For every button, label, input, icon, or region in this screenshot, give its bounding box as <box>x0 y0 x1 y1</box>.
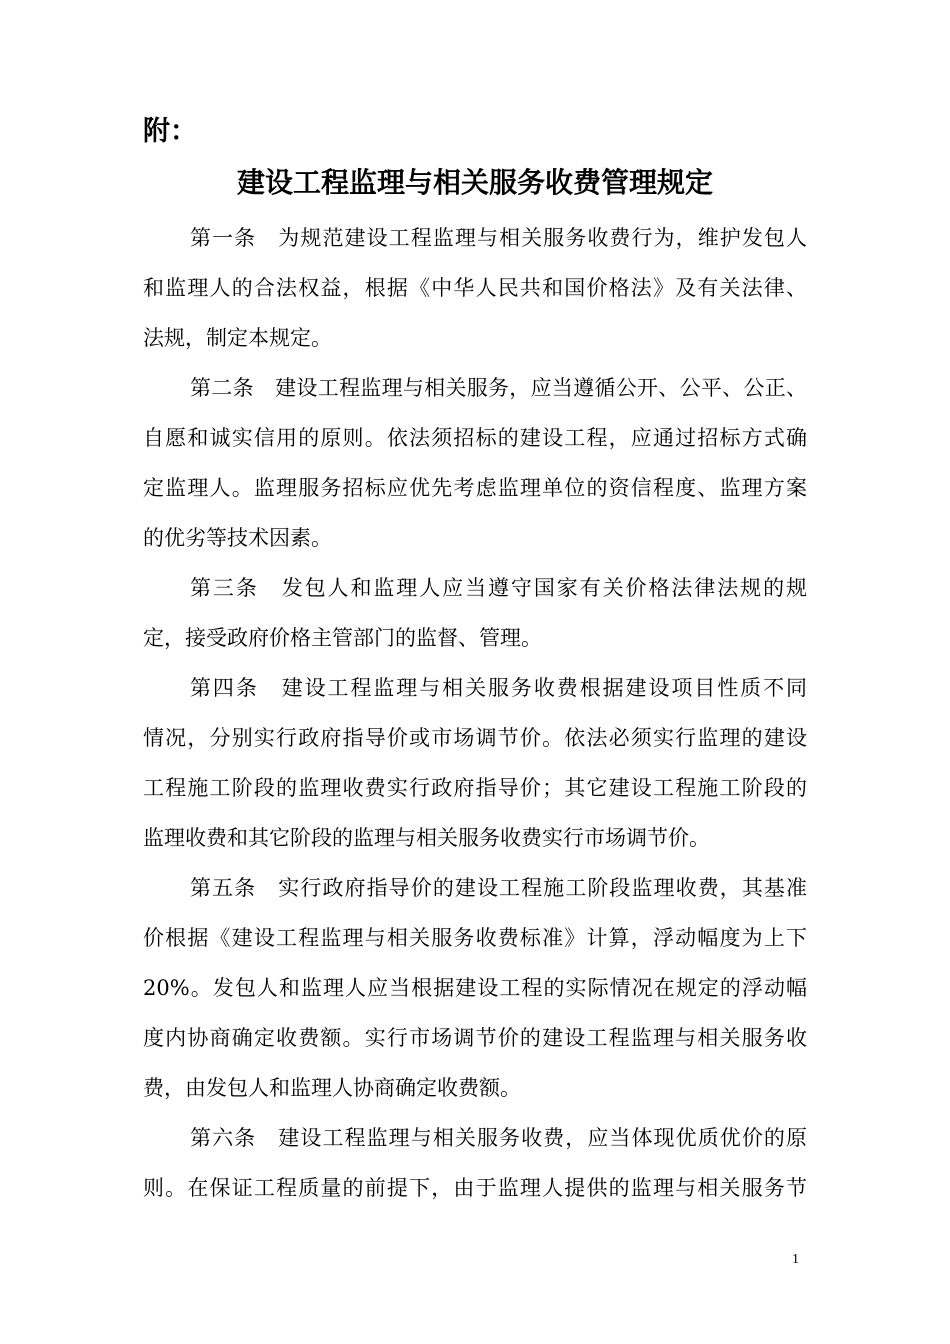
document-body <box>143 213 807 1213</box>
article-2-line: 自愿和诚实信用的原则。依法须招标的建设工程，应通过招标方式确 <box>143 426 807 450</box>
article-1-line: 法规，制定本规定。 <box>143 326 332 350</box>
attachment-label: 附： <box>143 116 197 147</box>
article-4-line: 第四条 建设工程监理与相关服务收费根据建设项目性质不同 <box>190 676 807 700</box>
article-1-line: 第一条 为规范建设工程监理与相关服务收费行为，维护发包人 <box>190 226 807 250</box>
article-1-line: 和监理人的合法权益，根据《中华人民共和国价格法》及有关法律、 <box>143 276 807 300</box>
article-6-line: 第六条 建设工程监理与相关服务收费，应当体现优质优价的原 <box>190 1126 807 1150</box>
article-6-line: 则。在保证工程质量的前提下，由于监理人提供的监理与相关服务节 <box>143 1176 807 1200</box>
article-2-line: 定监理人。监理服务招标应优先考虑监理单位的资信程度、监理方案 <box>143 476 807 500</box>
article-4-line: 情况，分别实行政府指导价或市场调节价。依法必须实行监理的建设 <box>143 726 807 750</box>
page-number: 1 <box>792 1252 799 1267</box>
article-5-line: 度内协商确定收费额。实行市场调节价的建设工程监理与相关服务收 <box>143 1026 807 1050</box>
article-2-line: 的优劣等技术因素。 <box>143 526 332 550</box>
article-5-line: 第五条 实行政府指导价的建设工程施工阶段监理收费，其基准 <box>190 876 807 900</box>
article-3-line: 第三条 发包人和监理人应当遵守国家有关价格法律法规的规 <box>190 576 807 600</box>
article-5-line: 20%。发包人和监理人应当根据建设工程的实际情况在规定的浮动幅 <box>143 976 807 1000</box>
article-4-line: 工程施工阶段的监理收费实行政府指导价；其它建设工程施工阶段的 <box>143 776 807 800</box>
article-3-line: 定，接受政府价格主管部门的监督、管理。 <box>143 626 542 650</box>
article-4-line: 监理收费和其它阶段的监理与相关服务收费实行市场调节价。 <box>143 826 710 850</box>
document-title: 建设工程监理与相关服务收费管理规定 <box>236 166 713 199</box>
article-2-line: 第二条 建设工程监理与相关服务，应当遵循公开、公平、公正、 <box>190 376 807 400</box>
article-5-line: 价根据《建设工程监理与相关服务收费标准》计算，浮动幅度为上下 <box>143 926 807 950</box>
article-5-line: 费，由发包人和监理人协商确定收费额。 <box>143 1076 521 1100</box>
